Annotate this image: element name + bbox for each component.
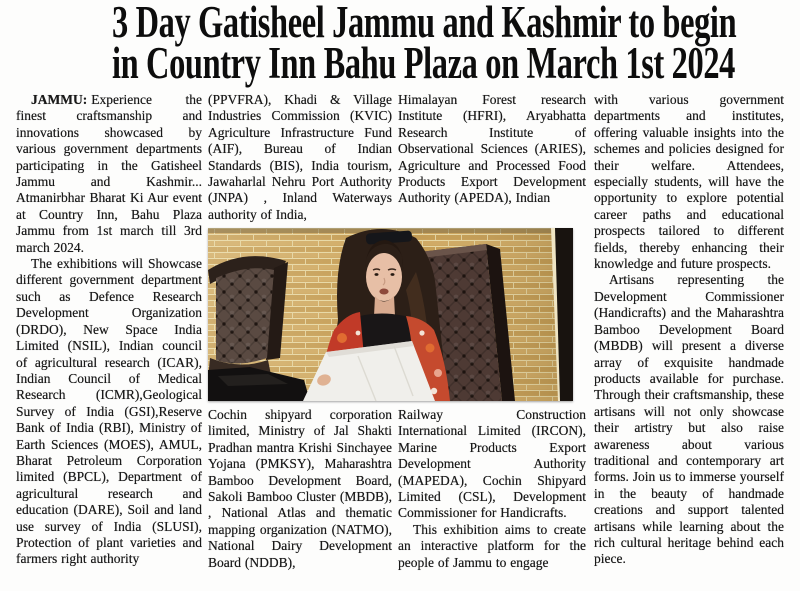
paragraph-exhibitors-4: Cochin shipyard corporation limited, Ministry of Jal Shakti Pradhan mantra Krishi Sinchayee Yojana (PMKSY), Maharashtra Bamboo Development Board, Sakoli Bamboo Cluster (MBDB), , National Atlas and thematic mapping organization (NATMO), National Dairy Development Board (NDDB), [208, 407, 392, 570]
paragraph-exhibition-aim: This exhibition aims to create an interactive platform for the people of Jammu to engage [398, 521, 586, 570]
dateline: JAMMU: [31, 92, 88, 107]
headline-line-1: 3 Day Gatisheel Jammu and Kashmir to begin [112, 0, 737, 47]
event-photo [208, 228, 573, 401]
article-column-2-bottom [208, 407, 392, 571]
article-column-4 [594, 92, 784, 568]
paragraph-intro-text: Experience the finest craftsmanship and innovations showcased by various government departments participating in the Gatisheel Jammu and Kashmir... Atmanirbhar Bharat Ki Aur event at Country Inn, Bahu Plaza Jammu from 1st march till 3rd march 2024. [16, 92, 202, 255]
paragraph-exhibitors-2: (PPVFRA), Khadi & Village Industries Commission (KVIC) Agriculture Infrastructure Fund (AIF), Bureau of Indian Standards (BIS), India tourism, Jawaharlal Nehru Port Authority (JNPA) , Inland Waterways authority of India, [208, 92, 392, 222]
paragraph-engage: with various government departments and institutes, offering valuable insights into the schemes and policies designed for their welfare. Attendees, especially students, will have the opportunity to explore potential career paths and educational prospects tailored to different fields, thereby enhancing their knowledge and future prospects. [594, 92, 784, 272]
article-column-2-top [208, 92, 392, 223]
paragraph-exhibitors-1: The exhibitions will Showcase different government department such as Defence Research Development Organization (DRDO), New Space India Limited (NSIL), Indian council of agricultural research (ICAR), Indian Council of Medical Research (ICMR),Geological Survey of India (GSI),Reserve Bank of India (RBI), Ministry of Earth Sciences (MOES), AMUL, Bharat Petroleum Corporation limited (BPCL), Department of agricultural research and education (DARE), Soil and land use survey of India (SLUSI), Protection of plant varieties and farmers right authority [16, 256, 202, 567]
paragraph-intro [16, 92, 202, 256]
paragraph-exhibitors-3: Himalayan Forest research Institute (HFRI), Aryabhatta Research Institute of Observational Sciences (ARIES), Agriculture and Processed Food Products Export Development Authority (APEDA), Indian [398, 92, 586, 206]
article-column-1 [16, 92, 202, 568]
article-column-3-top [398, 92, 586, 207]
article-column-3-bottom [398, 407, 586, 571]
paragraph-exhibitors-5: Railway Construction International Limited (IRCON), Marine Products Export Development Authority (MAPEDA), Cochin Shipyard Limited (CSL), Development Commissioner for Handicrafts. [398, 407, 586, 521]
paragraph-artisans: Artisans representing the Development Commissioner (Handicrafts) and the Maharashtra Bamboo Development Board (MBDB) will present a diverse array of exquisite handmade products available for purchase. Through their craftsmanship, these artisans will not only showcase their artistry but also raise awareness about various traditional and contemporary art forms. Join us to immerse yourself in the beauty of handmade creations and support talented artisans while learning about the rich cultural heritage behind each piece. [594, 272, 784, 567]
event-photo-illustration [208, 228, 573, 401]
mouth [379, 289, 388, 295]
article-headline [0, 0, 800, 88]
headline-line-2: in Country Inn Bahu Plaza on March 1st 2024 [112, 38, 736, 88]
